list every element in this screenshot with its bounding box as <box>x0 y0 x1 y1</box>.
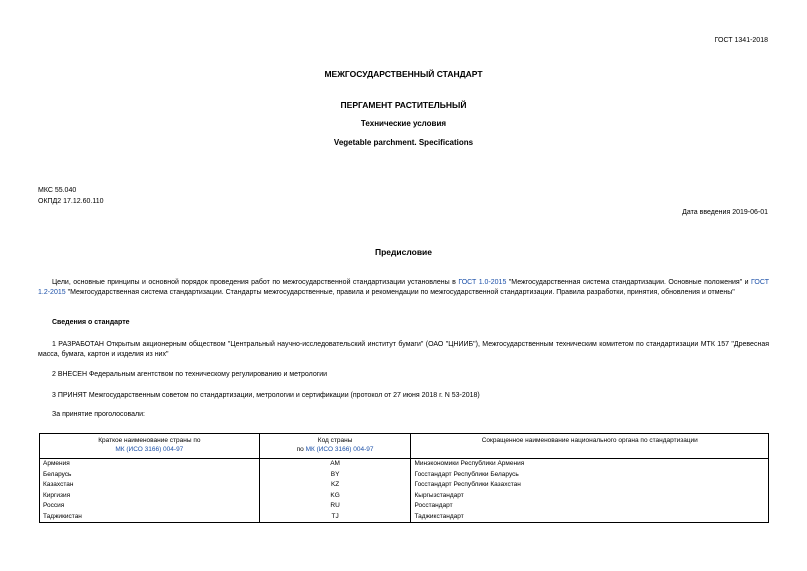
voted-label: За принятие проголосовали: <box>52 411 145 418</box>
header-code-text: Код страны <box>317 437 353 444</box>
body-cell: Таджикстандарт <box>411 512 769 523</box>
table-row <box>40 491 769 502</box>
body-cell: Госстандарт Республики Беларусь <box>411 470 769 481</box>
mks-code: МКС 55.040 <box>38 187 77 194</box>
country-cell: Казахстан <box>40 480 260 491</box>
code-cell: BY <box>259 470 411 481</box>
code-cell: AM <box>259 459 411 470</box>
code-cell: TJ <box>259 512 411 523</box>
foreword-paragraph <box>38 278 769 297</box>
intro-date: Дата введения 2019-06-01 <box>682 209 768 216</box>
country-cell: Армения <box>40 459 260 470</box>
item-3-adopted: 3 ПРИНЯТ Межгосударственным советом по стандартизации, метрологии и сертификации (протокол от 27 июня 2018 г. N 53-2018) <box>52 392 480 399</box>
item-1-text: 1 РАЗРАБОТАН Открытым акционерным обществом "Центральный научно-исследовательский институт бумаги" (ОАО "ЦНИИБ"), Межгосударственным техническим комитетом по стандартизации МТК 157 "Древесная масса, бумага, картон и изделия из них" <box>38 341 769 358</box>
item-2-introduced: 2 ВНЕСЕН Федеральным агентством по техническому регулированию и метрологии <box>52 371 328 378</box>
table-row <box>40 480 769 491</box>
standard-english-title: Vegetable parchment. Specifications <box>333 138 474 147</box>
header-body <box>411 434 769 459</box>
table-row <box>40 459 769 470</box>
table-row <box>40 501 769 512</box>
mk-iso-link[interactable]: МК (ИСО 3166) 004-97 <box>305 446 374 453</box>
header-country-text: Краткое наименование страны по <box>98 437 201 444</box>
code-cell: KG <box>259 491 411 502</box>
paragraph-text: "Межгосударственная система стандартизации. Стандарты межгосударственные, правила и рекомендации по межгосударственной стандартизации. Правила разработки, принятия, обновления и отмены" <box>65 288 735 296</box>
header-code <box>259 434 411 459</box>
foreword-heading: Предисловие <box>374 247 433 257</box>
body-cell: Минэкономики Республики Армения <box>411 459 769 470</box>
standard-info-heading: Сведения о стандарте <box>52 319 130 326</box>
country-cell: Россия <box>40 501 260 512</box>
table-row <box>40 512 769 523</box>
mk-iso-link[interactable]: МК (ИСО 3166) 004-97 <box>115 446 184 453</box>
country-cell: Киргизия <box>40 491 260 502</box>
country-cell: Беларусь <box>40 470 260 481</box>
body-cell: Кыргызстандарт <box>411 491 769 502</box>
code-cell: RU <box>259 501 411 512</box>
okpd-code: ОКПД2 17.12.60.110 <box>38 198 104 205</box>
header-code-prefix: по <box>296 446 306 453</box>
item-1-developed <box>38 340 769 359</box>
header-country <box>40 434 260 459</box>
gost-1-0-link[interactable]: ГОСТ 1.0-2015 <box>458 279 507 286</box>
paragraph-text: Цели, основные принципы и основной порядок проведения работ по межгосударственной стандартизации установлены в <box>52 279 459 286</box>
code-cell: KZ <box>259 480 411 491</box>
standard-type: МЕЖГОСУДАРСТВЕННЫЙ СТАНДАРТ <box>324 69 483 79</box>
table-header-row <box>40 434 769 459</box>
body-cell: Госстандарт Республики Казахстан <box>411 480 769 491</box>
standard-name: ПЕРГАМЕНТ РАСТИТЕЛЬНЫЙ <box>340 100 467 110</box>
table-row <box>40 470 769 481</box>
standard-subtitle: Технические условия <box>360 119 447 128</box>
gost-1-2-link[interactable]: ГОСТ 1.2-2015 <box>38 279 769 296</box>
doc-number: ГОСТ 1341-2018 <box>714 37 768 44</box>
body-cell: Росстандарт <box>411 501 769 512</box>
country-cell: Таджикистан <box>40 512 260 523</box>
header-body-text: Сокращенное наименование национального органа по стандартизации <box>481 437 698 444</box>
paragraph-text: "Межгосударственная система стандартизации. Основные положения" и <box>506 279 752 286</box>
approvals-table <box>39 433 769 523</box>
